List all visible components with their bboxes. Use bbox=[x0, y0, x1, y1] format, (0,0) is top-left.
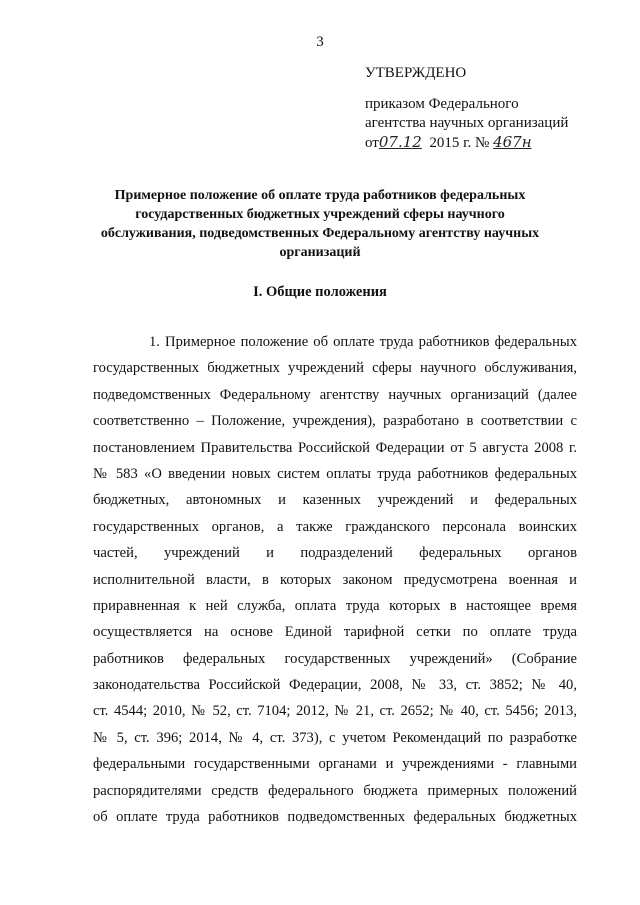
approval-line-2: агентства научных организаций bbox=[365, 115, 569, 131]
section-heading: I. Общие положения bbox=[253, 284, 387, 300]
body-line: подведомственных Федеральному агентству научных организаций (далее bbox=[93, 386, 577, 403]
body-line: законодательства Российской Федерации, 2008, № 33, ст. 3852; № 40, bbox=[93, 677, 577, 694]
body-line: работников федеральных государственных учреждений» (Собрание bbox=[93, 650, 577, 667]
approval-line-1: приказом Федерального bbox=[365, 96, 519, 112]
document-title bbox=[90, 186, 550, 262]
approval-heading: УТВЕРЖДЕНО bbox=[365, 65, 467, 81]
body-line: бюджетных, автономных и казенных учреждений и федеральных bbox=[93, 492, 577, 509]
handwritten-order-number: 467н bbox=[493, 133, 532, 151]
page-number: 3 bbox=[316, 34, 324, 50]
handwritten-date: 07.12 bbox=[378, 133, 422, 151]
body-line: распорядителями средств федерального бюджета примерных положений bbox=[93, 782, 577, 799]
body-line: приравненная к ней служба, оплата труда которых в настоящее время bbox=[93, 597, 577, 614]
body-line: № 5, ст. 396; 2014, № 4, ст. 373), с учетом Рекомендаций по разработке bbox=[93, 729, 577, 746]
body-line: федеральными государственными органами и учреждениями - главными bbox=[93, 756, 577, 773]
body-line: государственных органов, а также гражданского персонала воинских bbox=[93, 518, 577, 535]
body-line: ст. 4544; 2010, № 52, ст. 7104; 2012, № 21, ст. 2652; № 40, ст. 5456; 2013, bbox=[93, 703, 577, 720]
approval-date-line bbox=[365, 133, 615, 153]
body-line: осуществляется на основе Единой тарифной сетки по оплате труда bbox=[93, 624, 577, 641]
body-line: частей, учреждений и подразделений федеральных органов bbox=[93, 545, 577, 562]
body-line: № 583 «О введении новых систем оплаты труда работников федеральных bbox=[93, 465, 577, 482]
title-line: государственных бюджетных учреждений сферы научного bbox=[135, 207, 505, 222]
approval-stamp bbox=[365, 64, 615, 153]
body-paragraph bbox=[93, 329, 577, 830]
body-line: государственных бюджетных учреждений сферы научного обслуживания, bbox=[93, 360, 577, 377]
title-line: Примерное положение об оплате труда работников федеральных bbox=[114, 188, 526, 203]
body-line: постановлением Правительства Российской Федерации от 5 августа 2008 г. bbox=[93, 439, 577, 456]
body-line: соответственно – Положение, учреждения), разработано в соответствии с bbox=[93, 413, 577, 430]
title-line: организаций bbox=[279, 245, 361, 260]
body-line: исполнительной власти, в которых законом предусмотрена военная и bbox=[93, 571, 577, 588]
body-line: 1. Примерное положение об оплате труда работников федеральных bbox=[149, 334, 577, 350]
title-line: обслуживания, подведомственных Федеральному агентству научных bbox=[100, 226, 540, 241]
approval-date-prefix: от bbox=[365, 135, 379, 151]
body-line: об оплате труда работников подведомственных федеральных бюджетных bbox=[93, 809, 577, 826]
approval-date-year: 2015 г. № bbox=[429, 135, 490, 151]
